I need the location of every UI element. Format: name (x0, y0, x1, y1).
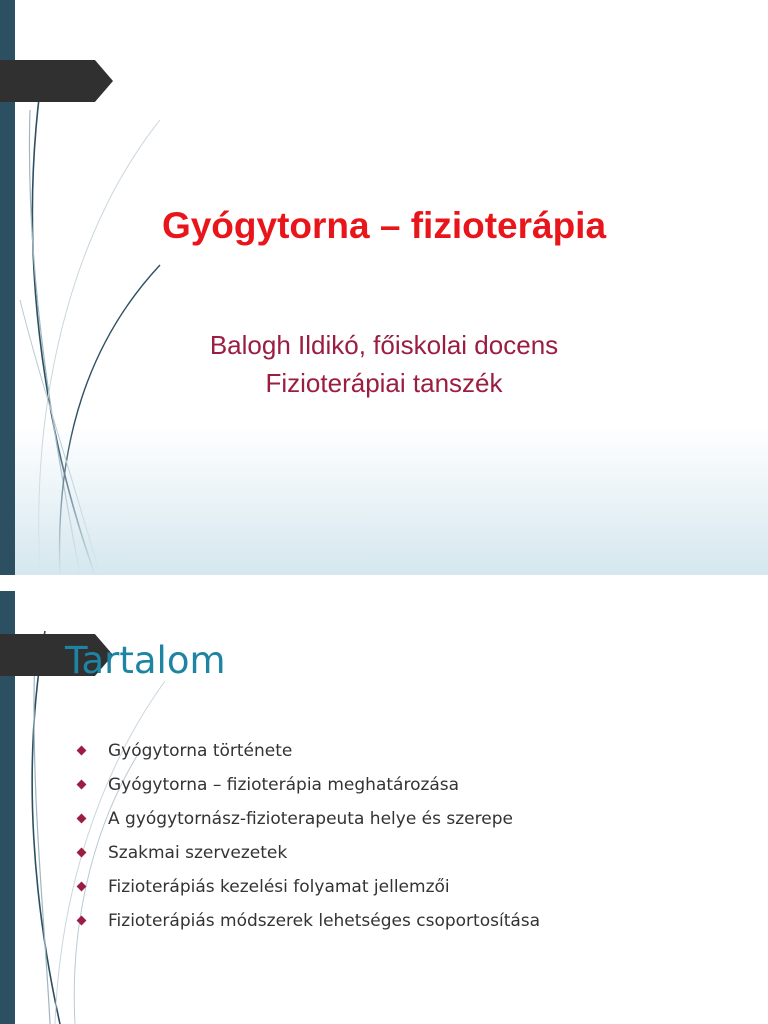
list-item (78, 775, 540, 809)
diamond-bullet-icon (77, 916, 87, 926)
slide-title-text: Gyógytorna – fizioterápia (161, 205, 607, 246)
list-item-text: Gyógytorna – fizioterápia meghatározása (108, 775, 460, 795)
list-item-text: Fizioterápiás módszerek lehetséges csoportosítása (108, 911, 541, 931)
list-item (78, 843, 540, 877)
list-item-text: Szakmai szervezetek (108, 843, 288, 863)
slide-contents (0, 591, 768, 1024)
list-item (78, 911, 540, 945)
list-item-text: A gyógytornász-fizioterapeuta helye és szerepe (108, 809, 513, 829)
department-line: Fizioterápiai tanszék (265, 368, 503, 398)
list-item (78, 809, 540, 843)
list-item-text: Gyógytorna története (108, 741, 293, 761)
diamond-bullet-icon (77, 848, 87, 858)
diamond-bullet-icon (77, 814, 87, 824)
author-line: Balogh Ildikó, főiskolai docens (209, 330, 559, 360)
tab-marker (0, 60, 113, 102)
bottom-gradient (15, 425, 768, 575)
diamond-bullet-icon (77, 882, 87, 892)
contents-list (78, 741, 540, 945)
list-item (78, 877, 540, 911)
slide-separator (0, 575, 768, 591)
diamond-bullet-icon (77, 780, 87, 790)
contents-title: Tartalom (65, 639, 226, 682)
diamond-bullet-icon (77, 746, 87, 756)
list-item-text: Fizioterápiás kezelési folyamat jellemzői (108, 877, 450, 897)
list-item (78, 741, 540, 775)
